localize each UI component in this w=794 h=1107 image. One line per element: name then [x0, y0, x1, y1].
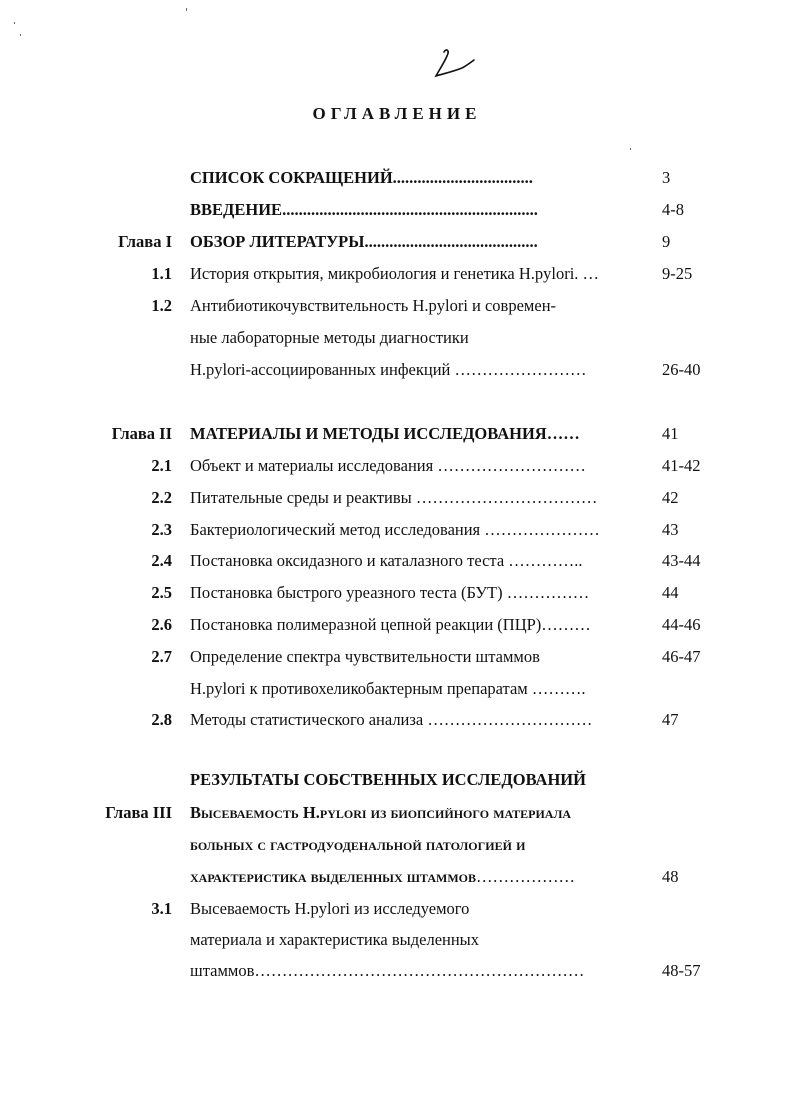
entry-title: Антибиотикочувствительность H.pylori и современ- — [190, 296, 557, 315]
entry-title: H.pylori к противохеликобактерным препаратам — [190, 679, 528, 698]
section-number: 2.3 — [151, 520, 172, 539]
dot-leader: .............................................................. — [282, 200, 538, 219]
dot-leader: ………………………… — [423, 710, 593, 729]
entry-title: H.pylori-ассоциированных инфекций — [190, 360, 451, 379]
entry-title: Высеваемость H.pylori из биопсийного материала — [190, 803, 572, 822]
page-number: 43 — [662, 520, 679, 539]
entry-title: ОБЗОР ЛИТЕРАТУРЫ — [190, 232, 365, 251]
entry-title: Бактериологический метод исследования — [190, 520, 481, 539]
page-number: 9 — [662, 232, 671, 251]
dot-leader: ……………… — [475, 867, 575, 886]
page-number: 48 — [662, 867, 679, 886]
entry-title: Объект и материалы исследования — [190, 456, 434, 475]
entry-title: Питательные среды и реактивы — [190, 488, 412, 507]
entry-title: История открытия, микробиология и генетика H.pylori. … — [190, 264, 600, 283]
chapter-label: Глава II — [111, 424, 172, 443]
scan-speck — [14, 22, 15, 24]
scan-speck — [630, 148, 631, 150]
dot-leader: ………….. — [504, 551, 583, 570]
dot-leader: .................................. — [392, 168, 533, 187]
section-number: 2.2 — [151, 488, 172, 507]
dot-leader: …………… — [502, 583, 590, 602]
dot-leader: …………………………………………………… — [254, 961, 585, 980]
section-number: 2.8 — [151, 710, 172, 729]
entry-title: Методы статистического анализа — [190, 710, 424, 729]
chapter-label: Глава III — [105, 803, 172, 822]
entry-title: ные лабораторные методы диагностики — [190, 328, 469, 347]
scan-speck — [20, 34, 21, 36]
dot-leader: …………………………… — [411, 488, 598, 507]
page-number: 26-40 — [662, 360, 701, 379]
entry-title: СПИСОК СОКРАЩЕНИЙ — [190, 168, 393, 187]
page-number: 42 — [662, 488, 679, 507]
section-number: 1.1 — [151, 264, 172, 283]
entry-title: характеристика выделенных штаммов — [190, 867, 476, 886]
page-title: ОГЛАВЛЕНИЕ — [312, 104, 482, 123]
dot-leader: ………. — [527, 679, 586, 698]
page-number: 41-42 — [662, 456, 701, 475]
dot-leader: ………………… — [480, 520, 600, 539]
chapter-label: Глава I — [118, 232, 172, 251]
page-number: 9-25 — [662, 264, 693, 283]
entry-title: РЕЗУЛЬТАТЫ СОБСТВЕННЫХ ИССЛЕДОВАНИЙ — [190, 770, 586, 789]
dot-leader: ……………………… — [433, 456, 586, 475]
scan-speck — [186, 8, 187, 11]
entry-title: Постановка оксидазного и каталазного теста — [190, 551, 505, 570]
dot-leader: .......................................... — [364, 232, 538, 251]
page-number: 3 — [662, 168, 671, 187]
entry-title: МАТЕРИАЛЫ И МЕТОДЫ ИССЛЕДОВАНИЯ — [190, 424, 547, 443]
page-number: 47 — [662, 710, 679, 729]
entry-title: Высеваемость H.pylori из исследуемого — [190, 899, 470, 918]
section-number: 2.7 — [151, 647, 172, 666]
section-number: 2.5 — [151, 583, 172, 602]
page-number: 44 — [662, 583, 679, 602]
section-number: 3.1 — [151, 899, 172, 918]
entry-title: больных с гастродуоденальной патологией и — [190, 835, 526, 854]
entry-title: материала и характеристика выделенных — [190, 930, 480, 949]
entry-title: Постановка быстрого уреазного теста (БУТ) — [190, 583, 503, 602]
page-number: 46-47 — [662, 647, 701, 666]
dot-leader: …………………… — [450, 360, 587, 379]
section-number: 2.6 — [151, 615, 172, 634]
entry-title: Постановка полимеразной цепной реакции (ПЦР) — [190, 615, 542, 634]
page-number: 44-46 — [662, 615, 701, 634]
dot-leader: …… — [546, 424, 580, 443]
page-number: 41 — [662, 424, 679, 443]
entry-title: Определение спектра чувствительности штаммов — [190, 647, 540, 666]
section-number: 1.2 — [151, 296, 172, 315]
entry-title: ВВЕДЕНИЕ — [190, 200, 283, 219]
section-number: 2.1 — [151, 456, 172, 475]
section-number: 2.4 — [151, 551, 172, 570]
entry-title: штаммов — [190, 961, 255, 980]
page-number: 4-8 — [662, 200, 684, 219]
page-number: 48-57 — [662, 961, 701, 980]
dot-leader: ……… — [541, 615, 591, 634]
page-number: 43-44 — [662, 551, 701, 570]
handwritten-page-mark — [428, 46, 478, 82]
